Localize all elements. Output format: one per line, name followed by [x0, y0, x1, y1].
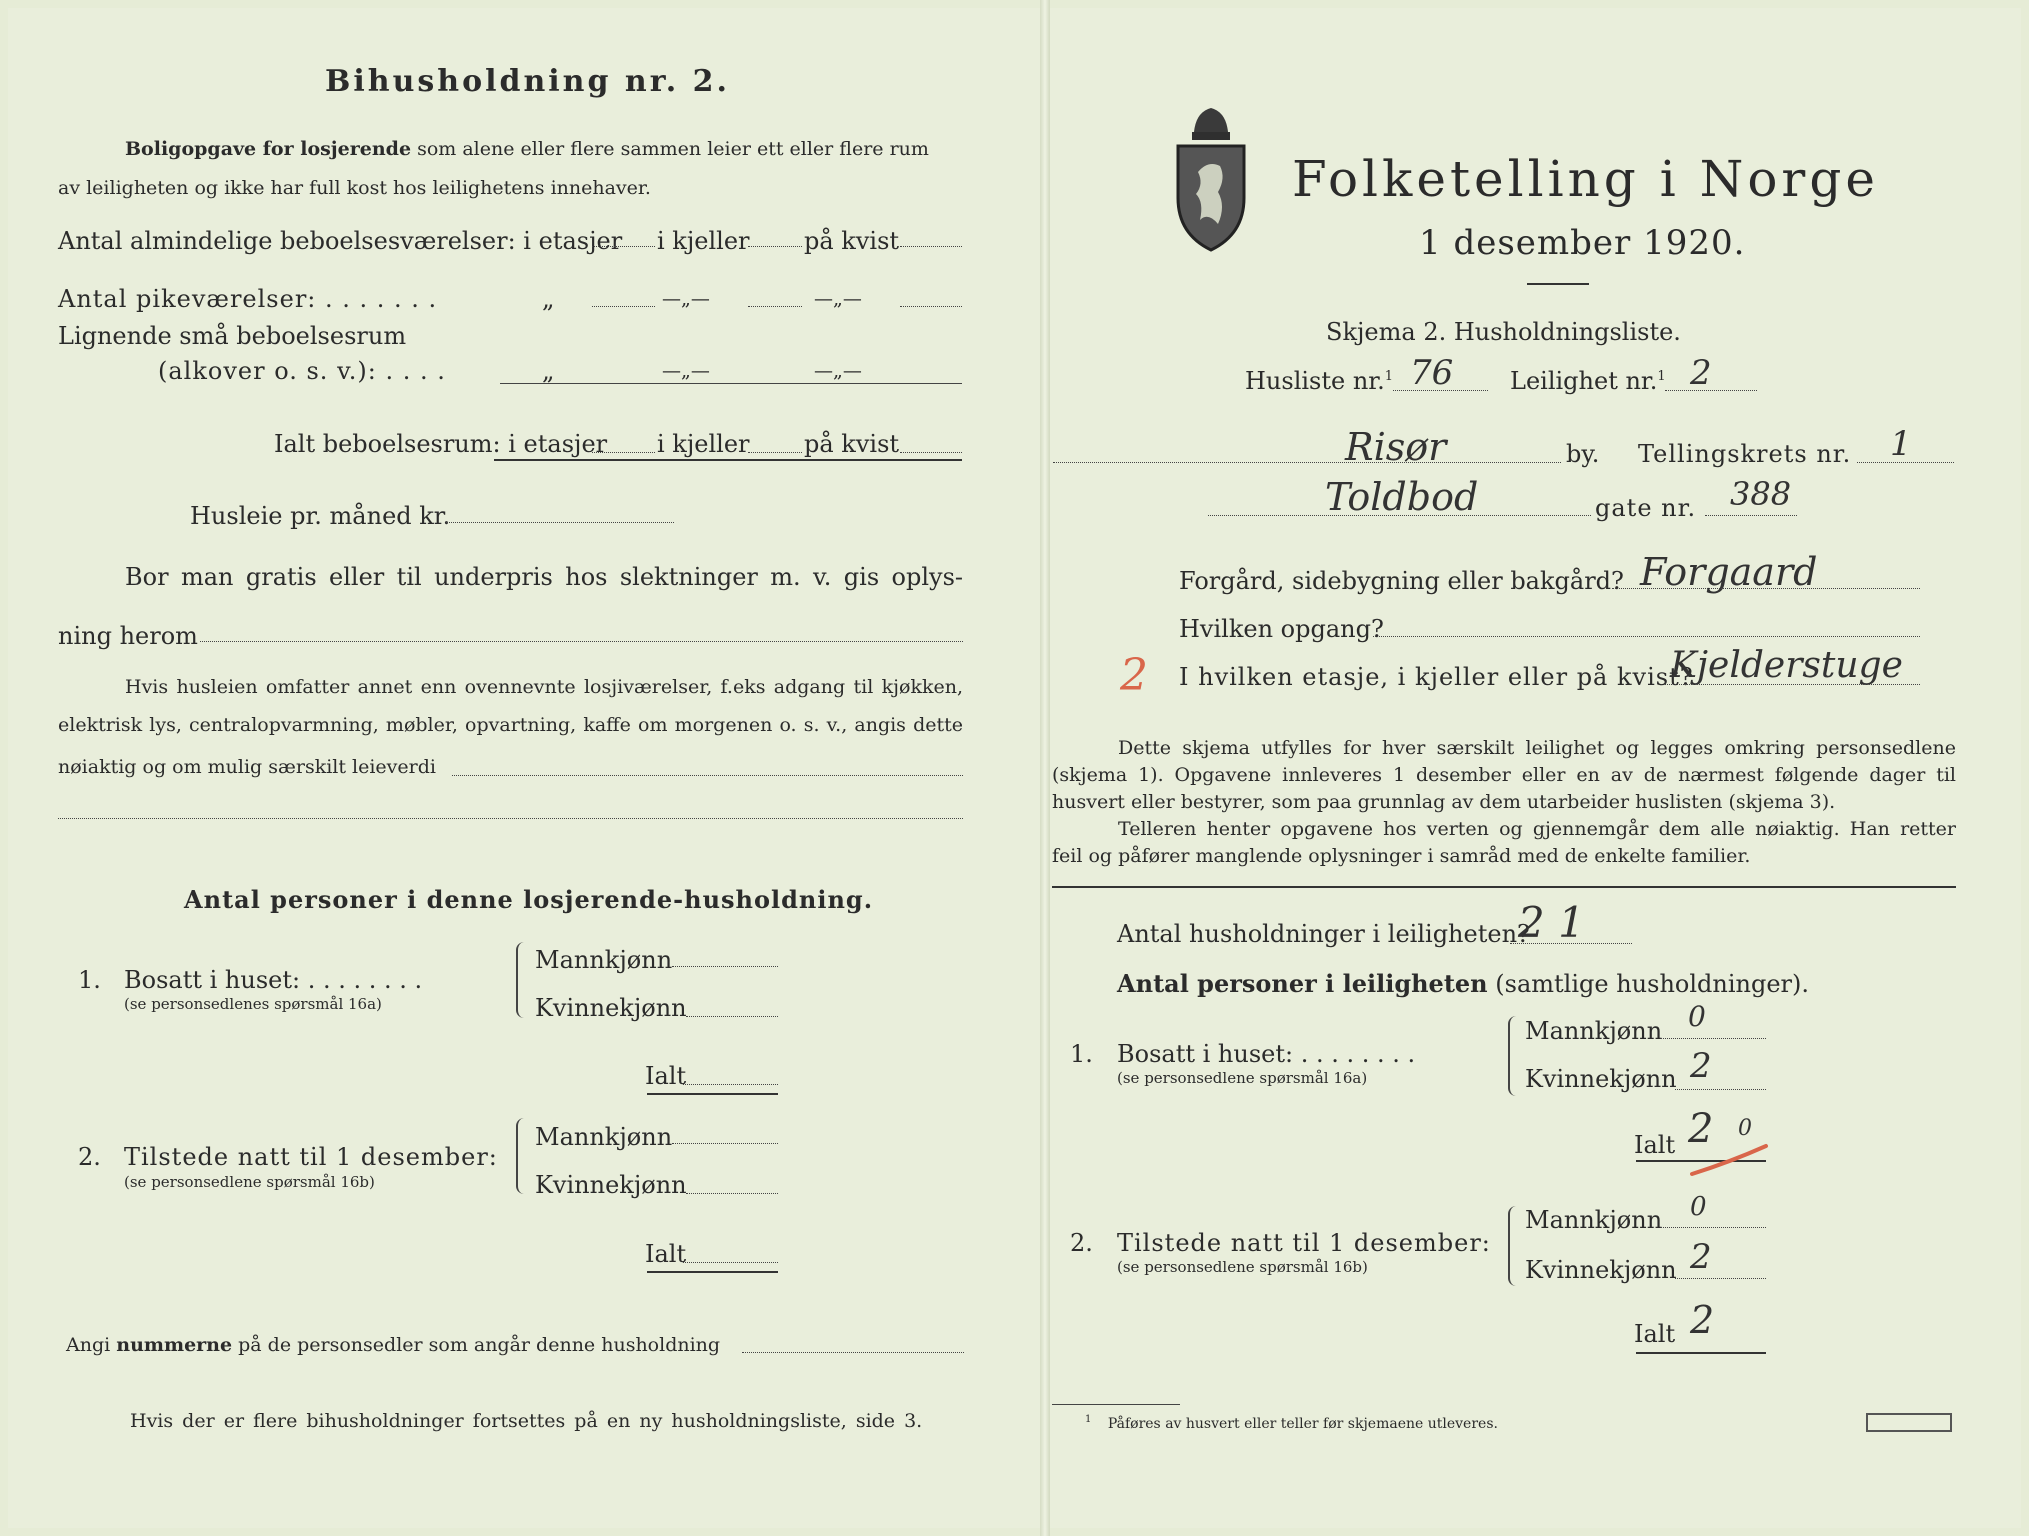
footnote-rule — [1052, 1404, 1180, 1405]
rooms-kvist-label: på kvist — [804, 227, 900, 255]
ialt-kjeller-field[interactable] — [748, 452, 802, 453]
left-q2-num: 2. — [78, 1143, 101, 1171]
husliste-value[interactable]: 76 — [1410, 353, 1454, 393]
left-q2-label: Tilstede natt til 1 desember: — [124, 1143, 498, 1171]
right-q1-kvinne-field — [1675, 1089, 1766, 1090]
ialt-rule — [494, 459, 962, 461]
instr-5: feil og påfører manglende oplysninger i samråd med de enkelte familier. — [1052, 845, 1751, 867]
rooms-kjeller-label: i kjeller — [657, 227, 750, 255]
right-q2-sub: (se personsedlene spørsmål 16b) — [1117, 1258, 1368, 1276]
ialt-kvist-label: på kvist — [804, 430, 900, 458]
right-q2-mann-value[interactable]: 0 — [1690, 1192, 1707, 1222]
left-q1-kvinne-label: Kvinnekjønn — [535, 994, 687, 1022]
angi-field[interactable] — [742, 1352, 964, 1353]
krets-label: Tellingskrets nr. — [1638, 440, 1852, 468]
left-q2-ialt-label: Ialt — [645, 1240, 687, 1268]
leilighet-field — [1665, 390, 1757, 391]
left-q1-mann-field[interactable] — [672, 966, 778, 967]
right-q1-ialt-value[interactable]: 2 — [1688, 1106, 1714, 1152]
left-q2-kvinne-label: Kvinnekjønn — [535, 1171, 687, 1199]
right-q2-kvinne-value[interactable]: 2 — [1690, 1237, 1712, 1277]
intro-bold: Boligopgave for losjerende — [125, 138, 412, 160]
right-q2-brace — [1508, 1206, 1520, 1286]
left-title: Bihusholdning nr. 2. — [325, 64, 730, 99]
antal-pers-line — [1117, 969, 1809, 998]
rooms-etasjer-field[interactable] — [592, 246, 655, 247]
gatenr-field — [1705, 515, 1797, 516]
antal-hush-value[interactable]: 2 1 — [1518, 898, 1585, 947]
printer-stamp-icon — [1866, 1413, 1952, 1432]
antal-pers-rest: (samtlige husholdninger). — [1495, 970, 1810, 998]
instr-4: Telleren henter opgavene hos verten og gjennemgår dem alle nøiaktig. Han retter — [1118, 818, 1956, 840]
right-q2-num: 2. — [1070, 1229, 1093, 1257]
opgang-field[interactable] — [1373, 636, 1920, 637]
skjema-label: Skjema 2. Husholdningsliste. — [1326, 318, 1681, 346]
right-q1-mann-label: Mannkjønn — [1525, 1017, 1663, 1045]
pike-kjeller-field[interactable] — [748, 306, 802, 307]
husleie-field[interactable] — [446, 522, 674, 523]
intro-rest: som alene eller flere sammen leier ett eller flere rum — [417, 138, 929, 160]
right-date: 1 desember 1920. — [1419, 223, 1746, 263]
left-q2-brace — [516, 1118, 528, 1194]
left-q1-brace — [516, 942, 528, 1018]
leieverdi-field-2[interactable] — [58, 818, 963, 819]
right-q1-ialt-label: Ialt — [1634, 1131, 1676, 1159]
right-q1-mann-value[interactable]: 0 — [1688, 1000, 1706, 1033]
pike-etasjer-field[interactable] — [592, 306, 655, 307]
forgard-value[interactable]: Forgaard — [1640, 550, 1818, 594]
lign-dash-1: —„— — [662, 360, 710, 382]
pike-kvist-field[interactable] — [900, 306, 962, 307]
husleie-label: Husleie pr. måned kr. — [190, 502, 451, 530]
lign-label-2: (alkover o. s. v.): . . . . — [158, 357, 446, 385]
right-title: Folketelling i Norge — [1292, 150, 1879, 208]
pike-dash-2: —„— — [814, 288, 862, 310]
gatenr-value[interactable]: 388 — [1730, 475, 1792, 513]
footnote-sup: 1 — [1085, 1414, 1092, 1425]
left-q1-ialt-field[interactable] — [683, 1084, 778, 1085]
husliste-field — [1393, 390, 1488, 391]
right-q1-sub: (se personsedlene spørsmål 16a) — [1117, 1069, 1368, 1087]
left-q2-ialt-rule — [647, 1271, 778, 1273]
pike-dash-1: —„— — [662, 288, 710, 310]
rooms-kvist-field[interactable] — [900, 246, 962, 247]
left-antal-heading: Antal personer i denne losjerende-husholdning. — [184, 885, 874, 914]
bor-line-2: ning herom — [58, 622, 198, 650]
lign-underline — [500, 383, 962, 384]
husliste-label — [1245, 367, 1393, 395]
leilighet-label — [1510, 367, 1666, 395]
instr-3: husvert eller bestyrer, som paa grunnlag av dem utarbeider huslisten (skjema 3). — [1052, 791, 1836, 813]
instr-rule — [1052, 886, 1956, 888]
angi-rest: på de personsedler som angår denne husholdning — [238, 1334, 721, 1356]
right-q2-label: Tilstede natt til 1 desember: — [1117, 1229, 1491, 1257]
ialt-kvist-field[interactable] — [900, 452, 962, 453]
leilighet-value[interactable]: 2 — [1690, 353, 1712, 393]
etasje-label: I hvilken etasje, i kjeller eller på kvist? — [1179, 663, 1694, 691]
hvis-line-1: Hvis husleien omfatter annet enn ovennevnte losjiværelser, f.eks adgang til kjøkken, — [125, 676, 963, 698]
ialt-rooms-label: Ialt beboelsesrum: i etasjer — [274, 430, 608, 458]
lign-ditto: „ — [542, 357, 555, 385]
footnote-text: Påføres av husvert eller teller før skjemaene utleveres. — [1107, 1415, 1498, 1432]
footnote — [1085, 1414, 1498, 1432]
ialt-kjeller-label: i kjeller — [657, 430, 750, 458]
red-correction-stroke — [1690, 1140, 1770, 1180]
husliste-label-text: Husliste nr. — [1245, 367, 1385, 395]
leilighet-label-text: Leilighet nr. — [1510, 367, 1658, 395]
left-q2-ialt-field[interactable] — [683, 1262, 778, 1263]
leilighet-sup: 1 — [1657, 369, 1666, 384]
hvis-line-3: nøiaktig og om mulig særskilt leieverdi — [58, 756, 436, 778]
angi-bold: nummerne — [116, 1334, 233, 1356]
antal-hush-field — [1510, 943, 1632, 944]
right-q1-kvinne-value[interactable]: 2 — [1690, 1046, 1712, 1086]
etasje-field — [1665, 684, 1920, 685]
left-footer: Hvis der er flere bihusholdninger fortsettes på en ny husholdningsliste, side 3. — [130, 1410, 923, 1432]
intro-line-2: av leiligheten og ikke har full kost hos leilighetens innehaver. — [58, 177, 651, 199]
right-q1-kvinne-label: Kvinnekjønn — [1525, 1065, 1677, 1093]
forgard-label: Forgård, sidebygning eller bakgård? — [1179, 567, 1624, 595]
left-q1-mann-label: Mannkjønn — [535, 946, 673, 974]
instr-1: Dette skjema utfylles for hver særskilt leilighet og legges omkring personsedlene — [1118, 737, 1956, 759]
left-q1-num: 1. — [78, 966, 101, 994]
left-q2-mann-field[interactable] — [672, 1143, 778, 1144]
left-q1-ialt-label: Ialt — [645, 1062, 687, 1090]
right-q2-kvinne-field — [1675, 1278, 1766, 1279]
right-q2-ialt-label: Ialt — [1634, 1320, 1676, 1348]
angi-line — [66, 1334, 720, 1356]
pike-ditto: „ — [542, 285, 555, 313]
norwegian-lion-crest-icon — [1168, 102, 1254, 254]
right-q1-brace — [1508, 1016, 1520, 1096]
left-q1-ialt-rule — [647, 1093, 778, 1095]
gate-field — [1208, 515, 1591, 516]
intro-line-1 — [125, 138, 929, 160]
date-rule — [1527, 283, 1589, 285]
instr-2: (skjema 1). Opgavene innleveres 1 desember eller en av de nærmest følgende dager til — [1052, 764, 1956, 786]
krets-field — [1857, 462, 1954, 463]
rooms-kjeller-field[interactable] — [748, 246, 802, 247]
hvis-line-2: elektrisk lys, centralopvarmning, møbler, opvartning, kaffe om morgenen o. s. v., angis dette — [58, 714, 963, 736]
by-value[interactable]: Risør — [1345, 425, 1447, 469]
right-q1-num: 1. — [1070, 1040, 1093, 1068]
antal-hush-label: Antal husholdninger i leiligheten? — [1117, 920, 1530, 948]
gate-label: gate nr. — [1595, 494, 1697, 522]
right-q2-ialt-value[interactable]: 2 — [1690, 1298, 1715, 1342]
opgang-label: Hvilken opgang? — [1179, 615, 1384, 643]
etasje-value[interactable]: Kjelderstuge — [1670, 645, 1903, 686]
by-field — [1053, 462, 1561, 463]
forgard-field — [1612, 588, 1920, 589]
page-fold — [1040, 0, 1050, 1536]
right-q1-label: Bosatt i huset: . . . . . . . . — [1117, 1040, 1416, 1068]
antal-pers-bold: Antal personer i leiligheten — [1117, 969, 1488, 998]
gate-value[interactable]: Toldbod — [1325, 475, 1479, 519]
right-q2-kvinne-label: Kvinnekjønn — [1525, 1256, 1677, 1284]
right-q1-mann-field — [1660, 1038, 1766, 1039]
right-q1-ialt-extra: 0 — [1738, 1116, 1752, 1141]
lign-label-1: Lignende små beboelsesrum — [58, 322, 407, 350]
bor-field[interactable] — [200, 641, 963, 642]
left-q1-label: Bosatt i huset: . . . . . . . . — [124, 966, 423, 994]
etasje-red-mark: 2 — [1120, 650, 1148, 701]
leieverdi-field[interactable] — [452, 775, 963, 776]
left-q1-kvinne-field[interactable] — [686, 1016, 778, 1017]
left-q1-sub: (se personsedlenes spørsmål 16a) — [124, 995, 382, 1013]
krets-value[interactable]: 1 — [1890, 424, 1912, 464]
lign-dash-2: —„— — [814, 360, 862, 382]
bor-line-1: Bor man gratis eller til underpris hos slektninger m. v. gis oplys- — [125, 563, 963, 591]
angi-pre: Angi — [66, 1334, 111, 1356]
right-q2-mann-field — [1660, 1227, 1766, 1228]
rooms-label: Antal almindelige beboelsesværelser: i etasjer — [58, 227, 623, 255]
husliste-sup: 1 — [1384, 369, 1394, 384]
right-q2-mann-label: Mannkjønn — [1525, 1206, 1663, 1234]
right-q2-ialt-rule — [1636, 1352, 1766, 1354]
by-label: by. — [1566, 440, 1600, 468]
ialt-etasjer-field[interactable] — [592, 452, 655, 453]
left-q2-sub: (se personsedlene spørsmål 16b) — [124, 1173, 375, 1191]
pike-label: Antal pikeværelser: . . . . . . . — [58, 285, 438, 313]
left-q2-mann-label: Mannkjønn — [535, 1123, 673, 1151]
left-q2-kvinne-field[interactable] — [686, 1193, 778, 1194]
